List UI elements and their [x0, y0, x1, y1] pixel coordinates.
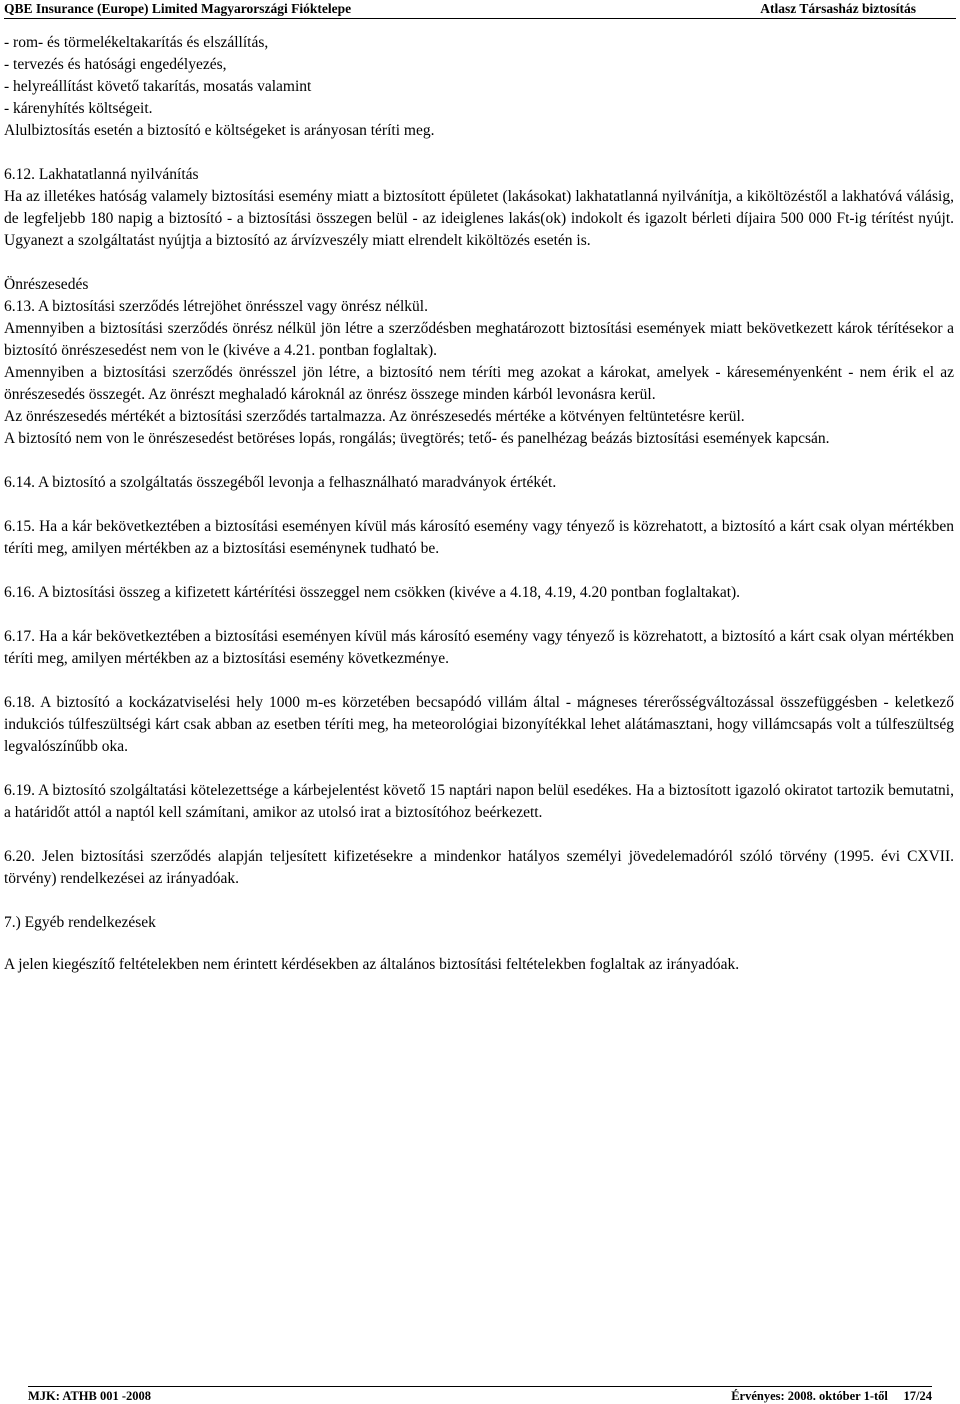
- document-body: [4, 32, 954, 976]
- paragraph: 6.13. A biztosítási szerződés létrejöhet önrésszel vagy önrész nélkül.: [4, 298, 428, 315]
- list-item: - kárenyhítés költségeit.: [4, 100, 153, 117]
- paragraph: 6.16. A biztosítási összeg a kifizetett kártérítési összeggel nem csökken (kivéve a 4.18, 4.19, 4.20 pontban foglaltakat).: [4, 584, 741, 601]
- header-product: Atlasz Társasház biztosítás: [760, 1, 916, 16]
- paragraph: 6.14. A biztosító a szolgáltatás összegéből levonja a felhasználható maradványok értékét.: [4, 474, 557, 491]
- list-item: - helyreállítást követő takarítás, mosatás valamint: [4, 78, 312, 95]
- page-footer: [28, 1386, 932, 1403]
- header-company: QBE Insurance (Europe) Limited Magyarországi Fióktelepe: [4, 1, 352, 16]
- paragraph: 6.20. Jelen biztosítási szerződés alapján teljesített kifizetésekre a mindenkor hatályos személyi jövedelemadóról szóló törvény (1995. évi CXVII. törvény) rendelkezései az irányadóak.: [4, 848, 954, 887]
- paragraph: 6.18. A biztosító a kockázatviselési hely 1000 m-es körzetében becsapódó villám által - mágneses térerősségváltozással összefüggésben - keletkező indukciós túlfeszültségi kárt csak abban az esetben téríti meg, ha meteorológiai bizonyítékkal lehet alátámasztani, hogy villámcsapás volt a túlfeszültség legvalószínűbb oka.: [4, 694, 954, 755]
- paragraph: Alulbiztosítás esetén a biztosító e költségeket is arányosan téríti meg.: [4, 122, 435, 139]
- paragraph: Ha az illetékes hatóság valamely biztosítási esemény miatt a biztosított épületet (lakásokat) lakhatatlanná nyilvánítja, a kiköltözéstől a lakhatóvá válásig, de legfeljebb 180 napig a biztosító - a biztosítási összegen belül - az ideiglenes lakás(ok) indokolt és igazolt bérleti díjaira 500 000 Ft-ig térítést nyújt. Ugyanezt a szolgáltatást nyújtja a biztosító az árvízveszély miatt elrendelt kiköltözés esetén is.: [4, 188, 954, 249]
- paragraph: A jelen kiegészítő feltételekben nem érintett kérdésekben az általános biztosítási feltételekben foglaltak az irányadóak.: [4, 956, 740, 973]
- footer-validity-page: Érvényes: 2008. október 1-től 17/24: [731, 1389, 932, 1403]
- section-heading: 7.) Egyéb rendelkezések: [4, 914, 156, 931]
- section-heading: 6.12. Lakhatatlanná nyilvánítás: [4, 166, 199, 183]
- paragraph: 6.15. Ha a kár bekövetkeztében a biztosítási eseményen kívül más károsító esemény vagy tényező is közrehatott, a biztosító a kárt csak olyan mértékben téríti meg, amilyen mértékben az a biztosítási eseménynek tudható be.: [4, 518, 954, 557]
- list-item: - rom- és törmelékeltakarítás és elszállítás,: [4, 34, 269, 51]
- paragraph: Az önrészesedés mértékét a biztosítási szerződés tartalmazza. Az önrészesedés mértéke a kötvényen feltüntetésre kerül.: [4, 408, 745, 425]
- footer-document-code: MJK: ATHB 001 -2008: [28, 1389, 152, 1403]
- section-heading: Önrészesedés: [4, 276, 89, 293]
- list-item: - tervezés és hatósági engedélyezés,: [4, 56, 227, 73]
- paragraph: 6.17. Ha a kár bekövetkeztében a biztosítási eseményen kívül más károsító esemény vagy tényező is közrehatott, a biztosító a kárt csak olyan mértékben téríti meg, amilyen mértékben az a biztosítási esemény következménye.: [4, 628, 954, 667]
- page-header: [4, 0, 956, 19]
- paragraph: A biztosító nem von le önrészesedést betöréses lopás, rongálás; üvegtörés; tető- és panelhézag beázás biztosítási események kapcsán.: [4, 430, 830, 447]
- paragraph: Amennyiben a biztosítási szerződés önrész nélkül jön létre a szerződésben meghatározott biztosítási események miatt bekövetkezett károk térítésekor a biztosító önrészesedést nem von le (kivéve a 4.21. pontban foglaltak).: [4, 320, 954, 359]
- paragraph: Amennyiben a biztosítási szerződés önrésszel jön létre, a biztosító nem téríti meg azokat a károkat, amelyek - káreseményenként - nem érik el az önrészesedés összegét. Az önrészt meghaladó károknál az önrész összege minden kárból levonásra kerül.: [4, 364, 954, 403]
- paragraph: 6.19. A biztosító szolgáltatási kötelezettsége a kárbejelentést követő 15 naptári napon belül esedékes. Ha a biztosított igazoló okiratot tartozik bemutatni, a határidőt attól a naptól kell számítani, amikor az utolsó irat a biztosítóhoz beérkezett.: [4, 782, 954, 821]
